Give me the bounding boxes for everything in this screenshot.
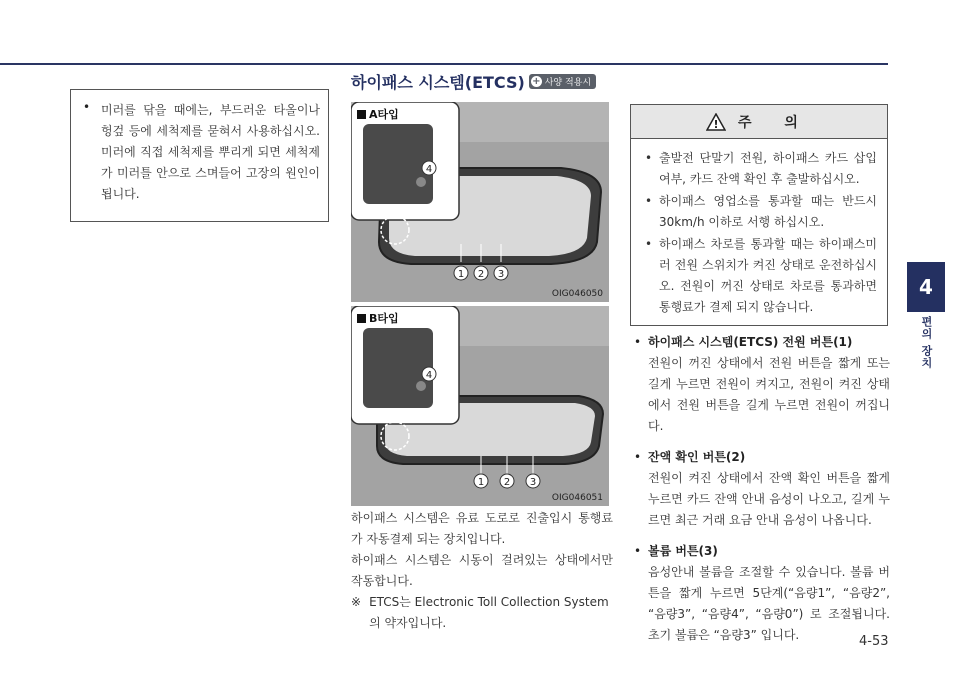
square-marker-icon bbox=[357, 110, 366, 119]
option-badge-text: 사양 적용시 bbox=[544, 78, 592, 88]
option-badge bbox=[529, 74, 596, 89]
feature-description: 전원이 켜진 상태에서 잔액 확인 버튼을 짧게 누르면 카드 잔액 안내 음성이 나오고, 길게 누르면 최근 거래 요금 안내 음성이 나옵니다. bbox=[648, 471, 890, 527]
callout-2-b bbox=[500, 474, 514, 488]
plus-icon: + bbox=[532, 76, 541, 87]
chapter-tab bbox=[907, 262, 945, 312]
figure-b-label bbox=[357, 310, 399, 326]
callout-1-a bbox=[454, 266, 468, 280]
feature-title: 볼륨 버튼(3) bbox=[648, 544, 718, 558]
chapter-label-text: 편의 장치 bbox=[920, 316, 933, 369]
figure-b-code: OIG046051 bbox=[551, 493, 603, 503]
note-mark: ※ bbox=[351, 595, 362, 609]
figure-a-label-text: A타입 bbox=[369, 108, 399, 121]
body-paragraph-1: 하이패스 시스템은 유료 도로로 진출입시 통행료가 자동결제 되는 장치입니다. bbox=[351, 511, 613, 546]
caution-list bbox=[631, 139, 887, 318]
svg-text:1: 1 bbox=[477, 477, 485, 488]
svg-text:!: ! bbox=[713, 117, 719, 131]
svg-text:3: 3 bbox=[497, 269, 505, 280]
feature-balance-button bbox=[634, 447, 890, 531]
svg-text:3: 3 bbox=[529, 477, 537, 488]
svg-text:2: 2 bbox=[477, 269, 485, 280]
chapter-label bbox=[908, 316, 944, 376]
section-title bbox=[351, 70, 596, 93]
abbreviation-note bbox=[351, 592, 613, 634]
figure-a-code: OIG046050 bbox=[551, 289, 603, 299]
svg-text:4: 4 bbox=[425, 164, 433, 175]
caution-header bbox=[631, 105, 887, 139]
bullet-icon: • bbox=[634, 450, 642, 464]
callout-4-b bbox=[422, 367, 436, 381]
bullet-icon: • bbox=[634, 544, 642, 558]
svg-text:4: 4 bbox=[425, 370, 433, 381]
callout-3-a bbox=[494, 266, 508, 280]
top-rule bbox=[0, 63, 888, 65]
caution-item: • 하이패스 차로를 통과할 때는 하이패스미러 전원 스위치가 켜진 상태로 운전하십시오. 전원이 꺼진 상태로 차로를 통과하면 통행료가 결제 되지 않습니다. bbox=[645, 234, 877, 318]
body-paragraph-2: 하이패스 시스템은 시동이 걸려있는 상태에서만 작동합니다. bbox=[351, 553, 613, 588]
mirror-b-illustration bbox=[351, 306, 609, 506]
svg-text:2: 2 bbox=[503, 477, 511, 488]
button-descriptions bbox=[634, 332, 890, 656]
chapter-number: 4 bbox=[919, 275, 933, 299]
feature-volume-button bbox=[634, 541, 890, 646]
section-title-text: 하이패스 시스템(ETCS) bbox=[351, 73, 525, 92]
callout-4-a bbox=[422, 161, 436, 175]
callout-3-b bbox=[526, 474, 540, 488]
mirror-a-illustration bbox=[351, 102, 609, 302]
callout-1-b bbox=[474, 474, 488, 488]
bullet-icon: • bbox=[83, 100, 91, 114]
caution-box bbox=[630, 104, 888, 326]
caution-title: 주 의 bbox=[738, 114, 812, 131]
square-marker-icon bbox=[357, 314, 366, 323]
feature-title: 잔액 확인 버튼(2) bbox=[648, 450, 746, 464]
svg-text:1: 1 bbox=[457, 269, 465, 280]
caution-item: • 출발전 단말기 전원, 하이패스 카드 삽입 여부, 카드 잔액 확인 후 출발하십시오. bbox=[645, 148, 877, 190]
figure-b-label-text: B타입 bbox=[369, 312, 399, 325]
callout-2-a bbox=[474, 266, 488, 280]
figure-a-label bbox=[357, 106, 399, 122]
caution-item: • 하이패스 영업소를 통과할 때는 반드시 30km/h 이하로 서행 하십시오. bbox=[645, 191, 877, 233]
feature-description: 전원이 꺼진 상태에서 전원 버튼을 짧게 또는 길게 누르면 전원이 켜지고, 전원이 켜진 상태에서 전원 버튼을 길게 누르면 전원이 꺼집니다. bbox=[648, 356, 890, 433]
page-number: 4-53 bbox=[859, 634, 889, 649]
warning-triangle-icon bbox=[706, 113, 726, 131]
body-text bbox=[351, 508, 613, 634]
bullet-icon: • bbox=[634, 335, 642, 349]
figure-type-a bbox=[351, 102, 609, 302]
feature-power-button bbox=[634, 332, 890, 437]
feature-description: 음성안내 볼륨을 조절할 수 있습니다. 볼륨 버튼을 짧게 누르면 5단계(“음량1”, “음량2”, “음량3”, “음량4”, “음량0”) 로 조절됩니다. 초기 볼륨은 “음량3” 입니다. bbox=[648, 565, 890, 642]
feature-title: 하이패스 시스템(ETCS) 전원 버튼(1) bbox=[648, 335, 853, 349]
figure-type-b bbox=[351, 306, 609, 506]
mirror-cleaning-note bbox=[70, 89, 329, 222]
mirror-cleaning-text: 미러를 닦을 때에는, 부드러운 타올이나 헝겊 등에 세척제를 묻혀서 사용하십시오. 미러에 직접 세척제를 뿌리게 되면 세척제가 미러틀 안으로 스며들어 고장의 원인이 됩니다. bbox=[101, 103, 320, 201]
abbreviation-note-text: ETCS는 Electronic Toll Collection System의 약자입니다. bbox=[369, 595, 609, 630]
